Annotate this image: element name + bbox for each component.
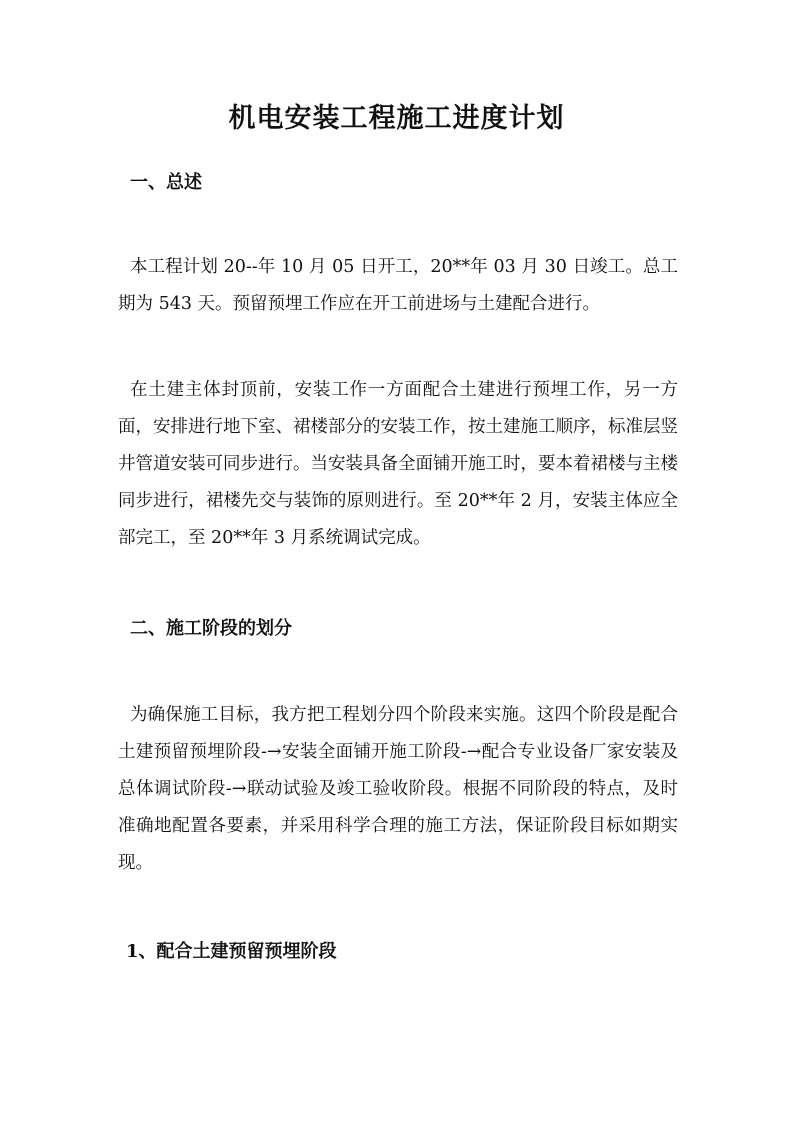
document-title: 机电安装工程施工进度计划 [228,103,565,134]
section-heading-phase-division: 二、施工阶段的划分 [130,618,292,639]
paragraph-schedule-summary: 本工程计划 20--年 10 月 05 日开工，20**年 03 月 30 日竣工。总工期为 543 天。预留预埋工作应在开工前进场与土建配合进行。 [118,257,678,314]
subsection-heading-phase-1: 1、配合土建预留预埋阶段 [126,941,337,962]
paragraph-installation-sequence: 在土建主体封顶前，安装工作一方面配合土建进行预埋工作，另一方面，安排进行地下室、裙楼部分的安装工作，按土建施工顺序，标准层竖井管道安装可同步进行。当安装具备全面铺开施工时，要本着裙楼与主楼同步进行，裙楼先交与装饰的原则进行。至 20**年 2 月，安装主体应全部完工，至 20**年 3 月系统调试完成。 [118,380,678,548]
section-heading-overview: 一、总述 [130,172,202,193]
paragraph-phase-description: 为确保施工目标，我方把工程划分四个阶段来实施。这四个阶段是配合土建预留预埋阶段-→安装全面铺开施工阶段-→配合专业设备厂家安装及总体调试阶段-→联动试验及竣工验收阶段。根据不同阶段的特点，及时准确地配置各要素，并采用科学合理的施工方法，保证阶段目标如期实现。 [118,705,678,873]
